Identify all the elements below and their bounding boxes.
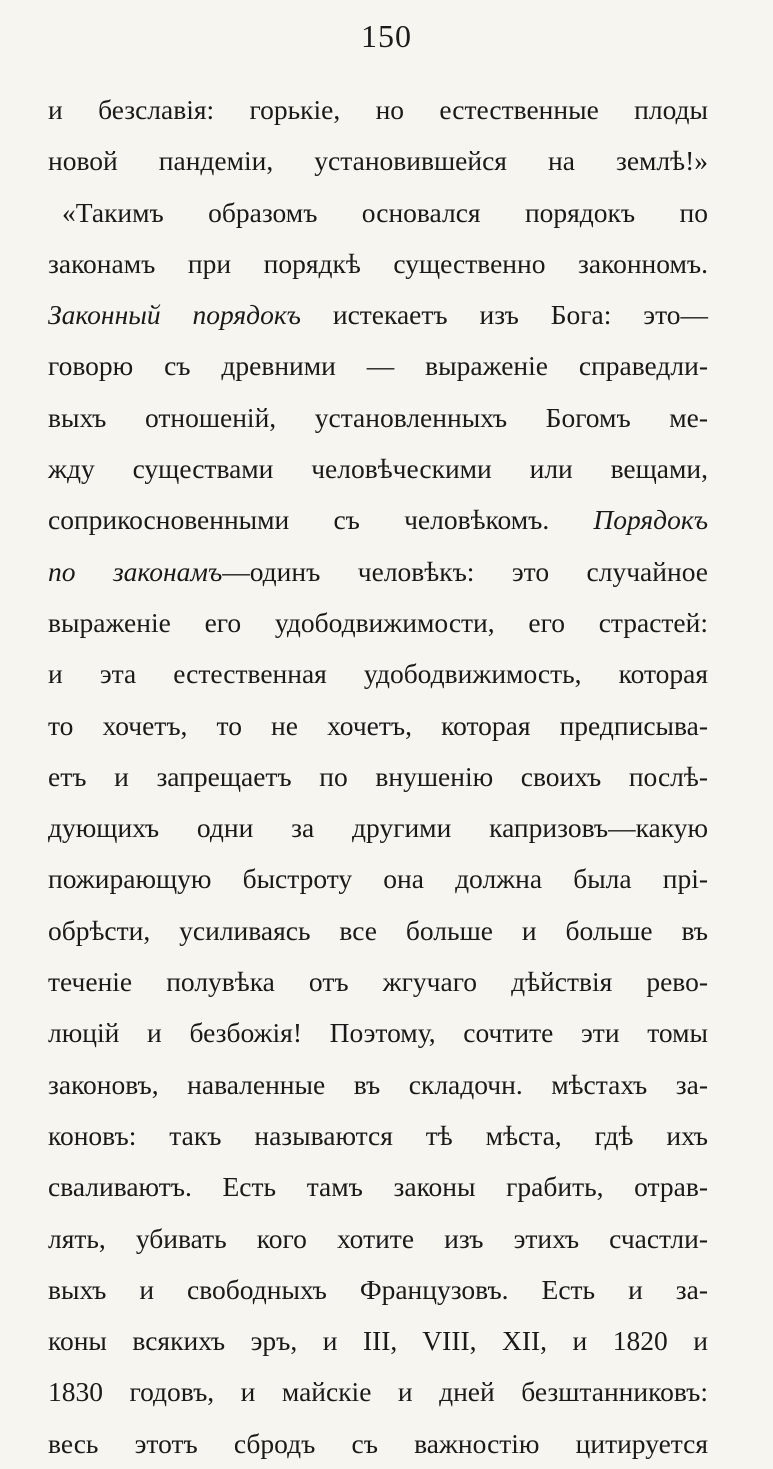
text-line: люцій и безбожія! Поэтому, сочтите эти томы (48, 1017, 708, 1049)
text-line: теченіе полувѣка отъ жгучаго дѣйствія рево- (48, 966, 708, 998)
text-line: коновъ: такъ называются тѣ мѣста, гдѣ ихъ (48, 1119, 708, 1151)
text-line: и безславія: горькіе, но естественные плоды (48, 94, 708, 125)
italic-phrase: по законамъ (48, 555, 223, 587)
text-line: сваливаютъ. Есть тамъ законы грабить, отрав- (48, 1171, 708, 1203)
text-line: коны всякихъ эръ, и III, VIII, XII, и 1820 и (48, 1325, 708, 1357)
text-line: законовъ, наваленные въ складочн. мѣстахъ за- (48, 1068, 708, 1100)
text-line: говорю съ древними — выраженіе справедли- (48, 350, 708, 382)
italic-phrase: Законный порядокъ (48, 299, 301, 331)
text-line: 1830 годовъ, и майскіе и дней безштанниковъ: (48, 1376, 708, 1408)
text-line: «Такимъ образомъ основался порядокъ по (62, 196, 708, 228)
text-line (48, 289, 708, 340)
text-line: и эта естественная удободвижимость, которая (48, 658, 708, 690)
text-line: весь этотъ сбродъ съ важностію цитируется (48, 1427, 708, 1459)
text-line: дующихъ одни за другими капризовъ—какую (48, 812, 708, 844)
text-line: жду существами человѣческими или вещами, (48, 453, 708, 485)
line-text: соприкосновенными съ человѣкомъ. (48, 504, 594, 536)
line-text: истекаетъ изъ Бога: это— (300, 299, 709, 331)
text-line: обрѣсти, усиливаясь все больше и больше въ (48, 914, 708, 946)
text-line: новой пандеміи, установившейся на землѣ!» (48, 145, 708, 177)
text-line: выраженіе его удободвижимости, его страстей: (48, 606, 708, 638)
text-line (48, 546, 708, 597)
text-line: лять, убивать кого хотите изъ этихъ счастли- (48, 1222, 708, 1254)
italic-phrase: Порядокъ (593, 504, 708, 536)
page-number: 150 (361, 18, 412, 54)
line-text: —одинъ человѣкъ: это случайное (222, 555, 708, 587)
text-line: выхъ и свободныхъ Французовъ. Есть и за- (48, 1273, 708, 1305)
text-line: законамъ при порядкѣ существенно законномъ. (48, 247, 708, 279)
text-line: пожирающую быстроту она должна была прі- (48, 863, 708, 895)
body-text (48, 84, 708, 1469)
text-line (48, 494, 708, 545)
text-line: етъ и запрещаетъ по внушенію своихъ послѣ- (48, 760, 708, 792)
text-line: то хочетъ, то не хочетъ, которая предписыва- (48, 709, 708, 741)
text-line: выхъ отношеній, установленныхъ Богомъ ме- (48, 401, 708, 433)
